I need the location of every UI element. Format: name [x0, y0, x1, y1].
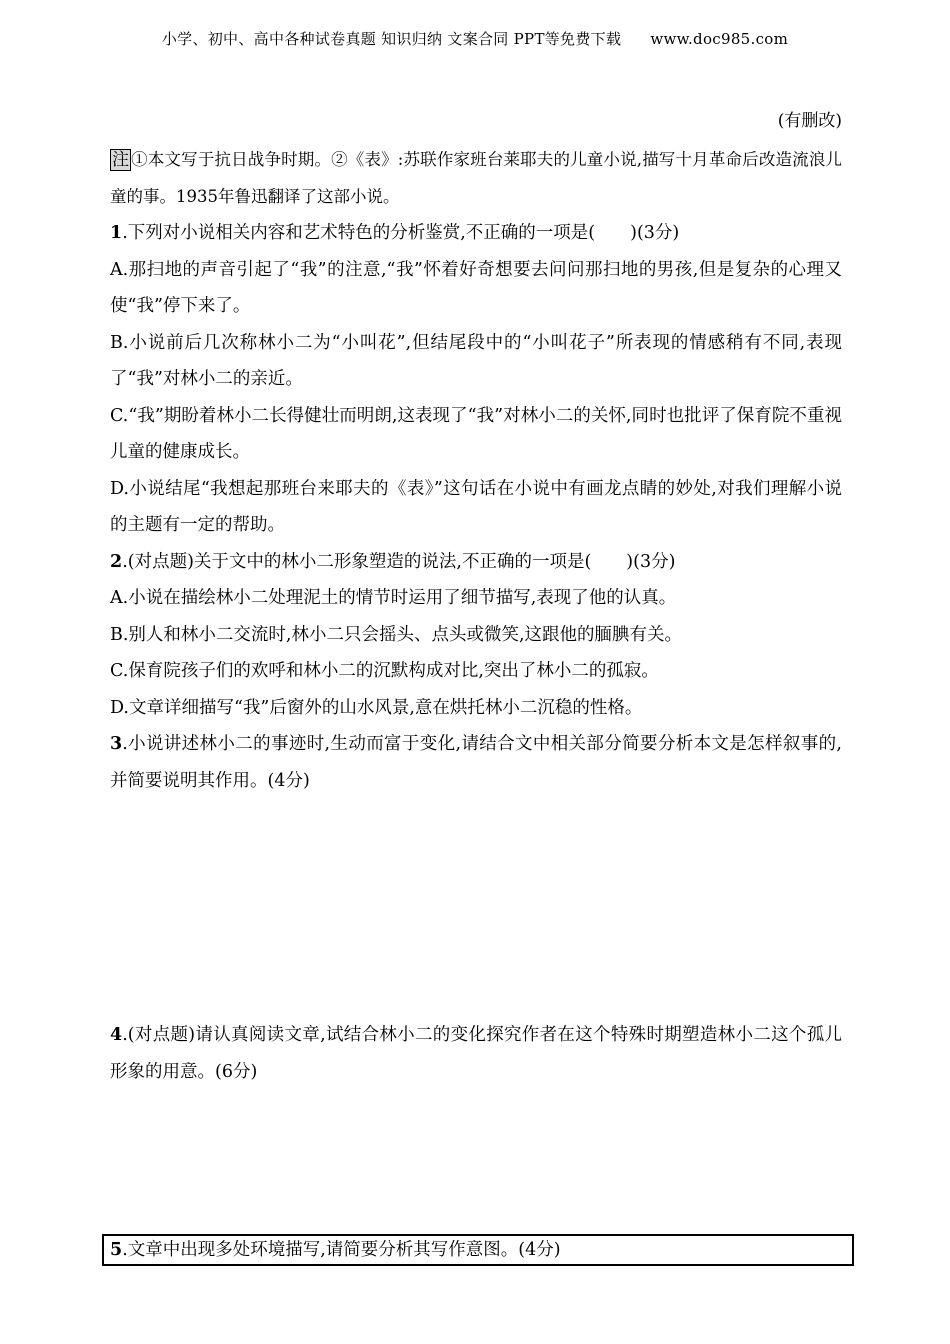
question-1 [110, 215, 842, 252]
question-1-option-a: A.那扫地的声音引起了“我”的注意,“我”怀着好奇想要去问问那扫地的男孩,但是复杂的心理又使“我”停下来了。 [110, 259, 842, 316]
question-number: 3 [110, 734, 123, 754]
question-2-option-b: B.别人和林小二交流时,林小二只会摇头、点头或微笑,这跟他的腼腆有关。 [110, 624, 683, 645]
header-text: 小学、初中、高中各种试卷真题 知识归纳 文案合同 PPT等免费下载 [161, 30, 622, 48]
annotation-label: 注 [112, 150, 129, 170]
question-stem: .(对点题)关于文中的林小二形象塑造的说法,不正确的一项是( )(3分) [122, 551, 676, 572]
question-number: 1 [110, 223, 123, 243]
question-2-option-c: C.保育院孩子们的欢呼和林小二的沉默构成对比,突出了林小二的孤寂。 [110, 661, 659, 681]
question-stem: .小说讲述林小二的事迹时,生动而富于变化,请结合文中相关部分简要分析本文是怎样叙事的,并简要说明其作用。(4分) [110, 734, 842, 791]
question-5-box [102, 1234, 854, 1266]
question-2-option-a: A.小说在描绘林小二处理泥土的情节时运用了细节描写,表现了他的认真。 [110, 588, 677, 608]
annotation [110, 142, 842, 215]
question-1-option-b: B.小说前后几次称林小二为“小叫花”,但结尾段中的“小叫花子”所表现的情感稍有不同,表现了“我”对林小二的亲近。 [110, 332, 842, 389]
question-2 [110, 544, 842, 581]
question-1-option-c: C.“我”期盼着林小二长得健壮而明朗,这表现了“我”对林小二的关怀,同时也批评了保育院不重视儿童的健康成长。 [110, 405, 842, 462]
question-stem: .下列对小说相关内容和艺术特色的分析鉴赏,不正确的一项是( )(3分) [122, 223, 680, 243]
question-1-option-d: D.小说结尾“我想起那班台来耶夫的《表》”这句话在小说中有画龙点睛的妙处,对我们理解小说的主题有一定的帮助。 [110, 478, 842, 535]
annotation-text: ①本文写于抗日战争时期。②《表》:苏联作家班台莱耶夫的儿童小说,描写十月革命后改造流浪儿童的事。1935年鲁迅翻译了这部小说。 [110, 150, 842, 206]
exam-content [110, 142, 842, 1090]
answer-space [110, 799, 842, 1017]
question-number: 4 [110, 1025, 123, 1045]
question-2-option-d: D.文章详细描写“我”后窗外的山水风景,意在烘托林小二沉稳的性格。 [110, 697, 643, 718]
question-4 [110, 1017, 842, 1090]
question-stem: .(对点题)请认真阅读文章,试结合林小二的变化探究作者在这个特殊时期塑造林小二这个孤儿形象的用意。(6分) [110, 1025, 842, 1082]
header-url[interactable]: www.doc985.com [650, 30, 789, 48]
question-3 [110, 726, 842, 799]
question-number: 2 [110, 551, 123, 572]
question-number: 5 [110, 1240, 123, 1260]
source-note: (有删改) [777, 111, 842, 131]
question-stem: .文章中出现多处环境描写,请简要分析其写作意图。(4分) [122, 1240, 561, 1260]
page-header [0, 28, 950, 49]
